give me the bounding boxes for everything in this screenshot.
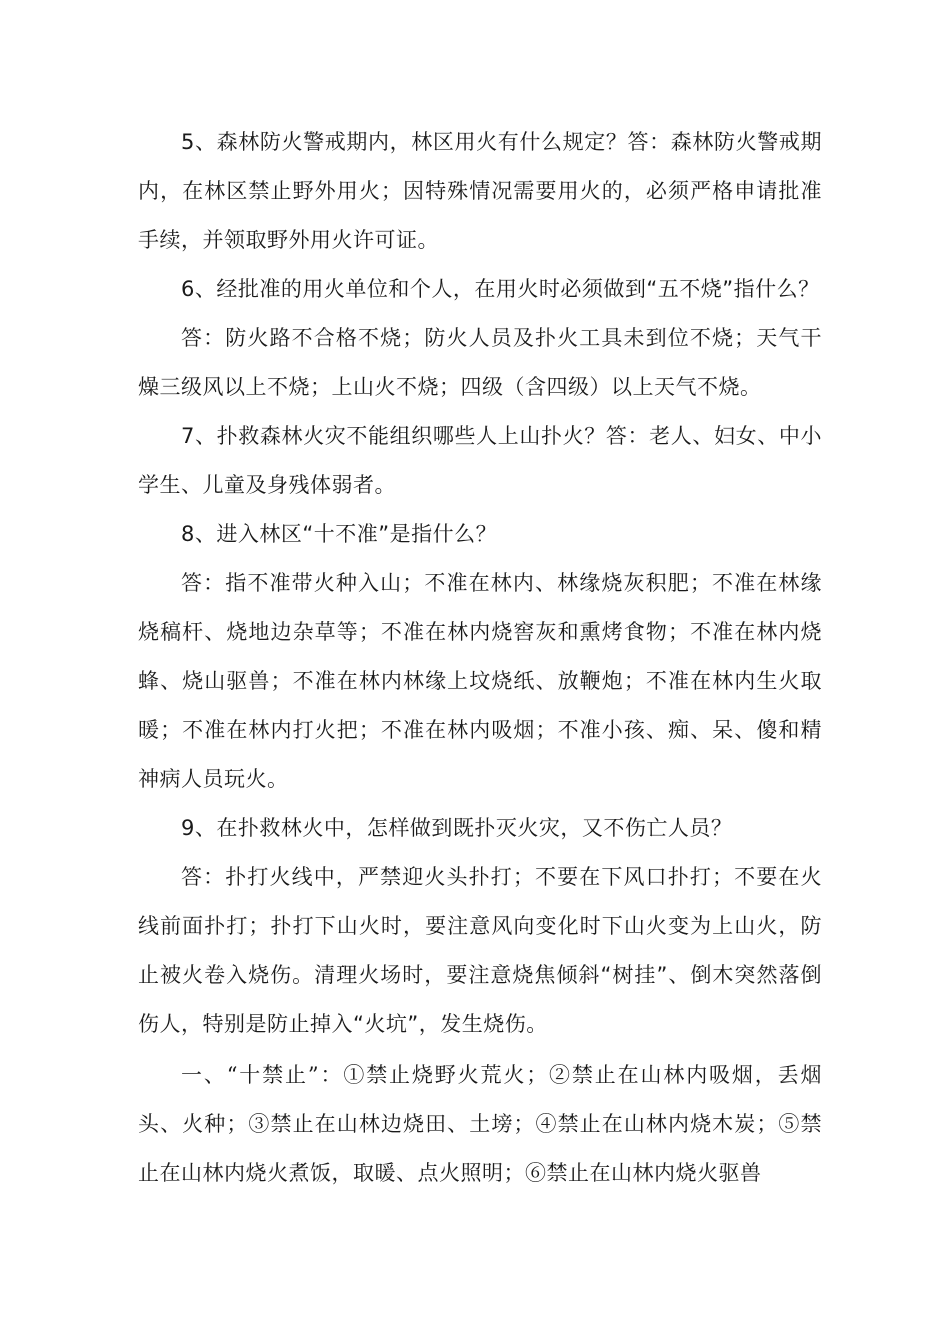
document-body (138, 118, 822, 1198)
paragraph-q8: 8、进入林区“十不准”是指什么？ (181, 522, 498, 546)
paragraph-ten-prohibitions: 一、“十禁止”：①禁止烧野火荒火；②禁止在山林内吸烟，丢烟头、火种；③禁止在山林边烧田、土塝；④禁止在山林内烧木炭；⑤禁止在山林内烧火煮饭，取暖、点火照明；⑥禁止在山林内烧火驱兽 (138, 1063, 822, 1185)
paragraph-q6: 6、经批准的用火单位和个人，在用火时必须做到“五不烧”指什么？ (181, 277, 820, 301)
paragraph-q6-answer: 答：防火路不合格不烧；防火人员及扑火工具未到位不烧；天气干燥三级风以上不烧；上山火不烧；四级（含四级）以上天气不烧。 (138, 326, 822, 399)
paragraph-q7: 7、扑救森林火灾不能组织哪些人上山扑火？答：老人、妇女、中小学生、儿童及身残体弱者。 (138, 424, 822, 497)
paragraph-q8-answer: 答：指不准带火种入山；不准在林内、林缘烧灰积肥；不准在林缘烧稿杆、烧地边杂草等；不准在林内烧窖灰和熏烤食物；不准在林内烧蜂、烧山驱兽；不准在林内林缘上坟烧纸、放鞭炮；不准在林内生火取暖；不准在林内打火把；不准在林内吸烟；不准小孩、痴、呆、傻和精神病人员玩火。 (138, 571, 822, 791)
paragraph-q9: 9、在扑救林火中，怎样做到既扑灭火灾，又不伤亡人员？ (181, 816, 733, 840)
paragraph-q9-answer: 答：扑打火线中，严禁迎火头扑打；不要在下风口扑打；不要在火线前面扑打；扑打下山火时，要注意风向变化时下山火变为上山火，防止被火卷入烧伤。清理火场时，要注意烧焦倾斜“树挂”、倒木突然落倒伤人，特别是防止掉入“火坑”，发生烧伤。 (138, 865, 822, 1036)
paragraph-q5: 5、森林防火警戒期内，林区用火有什么规定？答：森林防火警戒期内，在林区禁止野外用火；因特殊情况需要用火的，必须严格申请批准手续，并领取野外用火许可证。 (138, 130, 822, 252)
